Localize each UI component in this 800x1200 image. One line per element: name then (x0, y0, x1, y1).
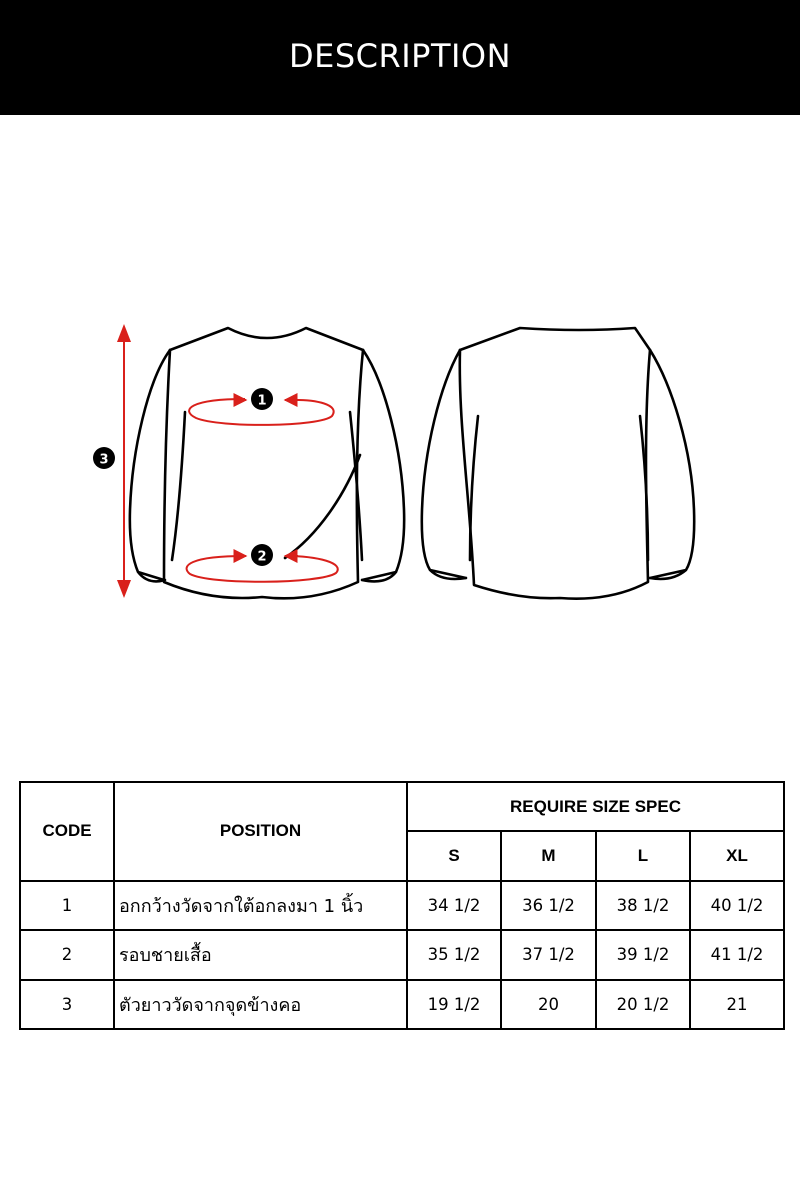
row-value-s: 34 1/2 (407, 881, 501, 930)
row-value-m: 36 1/2 (501, 881, 596, 930)
row-value-m: 37 1/2 (501, 930, 596, 979)
row-value-m: 20 (501, 980, 596, 1029)
header-size-xl: XL (690, 831, 784, 880)
row-code: 1 (20, 881, 114, 930)
back-view (422, 328, 694, 599)
row-value-l: 38 1/2 (596, 881, 690, 930)
marker-1: 1 (257, 393, 267, 409)
marker-2: 2 (257, 549, 267, 565)
header-position: POSITION (114, 782, 407, 881)
table-row (20, 980, 784, 1029)
size-spec-table (19, 781, 785, 1030)
back-neckline (460, 328, 650, 350)
header-size-spec: REQUIRE SIZE SPEC (407, 782, 784, 831)
front-wrap-line (285, 455, 360, 558)
header-code: CODE (20, 782, 114, 881)
back-body (460, 350, 650, 599)
row-value-l: 20 1/2 (596, 980, 690, 1029)
front-neckline (170, 328, 363, 350)
marker-3: 3 (99, 452, 109, 468)
row-position: รอบชายเสื้อ (114, 930, 407, 979)
header-size-m: M (501, 831, 596, 880)
row-position: ตัวยาววัดจากจุดข้างคอ (114, 980, 407, 1029)
front-left-sleeve (130, 350, 185, 581)
row-value-xl: 41 1/2 (690, 930, 784, 979)
row-value-xl: 21 (690, 980, 784, 1029)
table-row (20, 930, 784, 979)
measure-hem (187, 544, 338, 582)
header-size-s: S (407, 831, 501, 880)
row-position: อกกว้างวัดจากใต้อกลงมา 1 นิ้ว (114, 881, 407, 930)
row-value-l: 39 1/2 (596, 930, 690, 979)
garment-illustration (0, 300, 800, 620)
row-code: 2 (20, 930, 114, 979)
row-value-xl: 40 1/2 (690, 881, 784, 930)
table-row (20, 881, 784, 930)
back-left-sleeve (422, 350, 478, 579)
page-title: DESCRIPTION (288, 36, 512, 75)
row-value-s: 19 1/2 (407, 980, 501, 1029)
row-value-s: 35 1/2 (407, 930, 501, 979)
measure-chest (186, 388, 334, 425)
row-code: 3 (20, 980, 114, 1029)
header-size-l: L (596, 831, 690, 880)
measure-length (93, 324, 131, 598)
header-bar (0, 0, 800, 115)
